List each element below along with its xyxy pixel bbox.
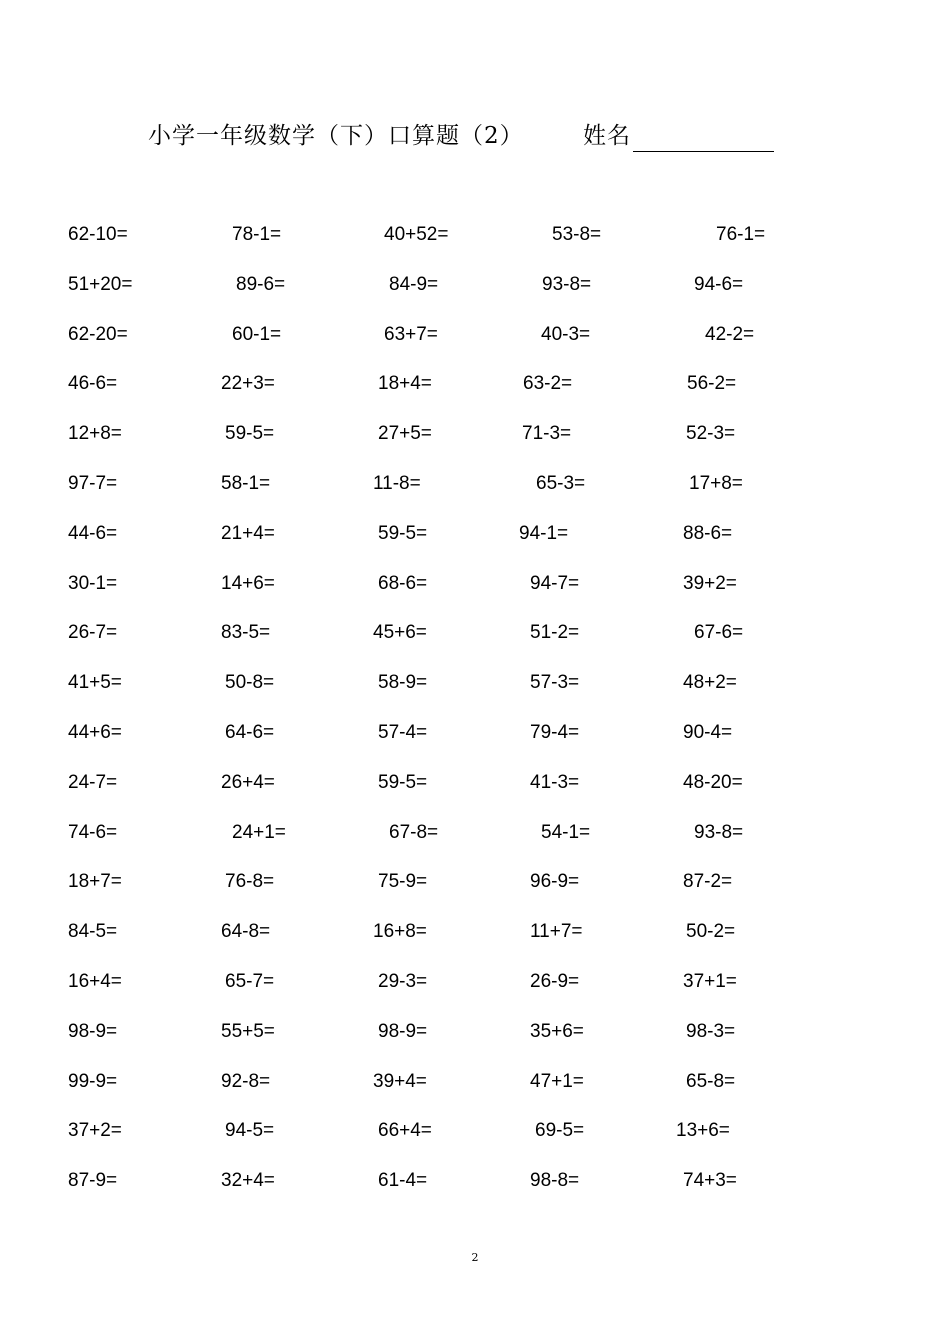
- problem-r20-c5: 74+3=: [683, 1170, 737, 1192]
- problem-r11-c2: 64-6=: [225, 722, 275, 743]
- problem-r12-c5: 48-20=: [683, 771, 743, 793]
- problem-r8-c3: 68-6=: [378, 572, 428, 594]
- problem-r7-c1: 44-6=: [68, 522, 118, 544]
- worksheet-title: 小学一年级数学（下）口算题（2）: [148, 123, 524, 149]
- problem-r2-c4: 93-8=: [542, 273, 592, 295]
- problem-r13-c3: 67-8=: [389, 821, 439, 843]
- problem-r1-c5: 76-1=: [716, 224, 766, 245]
- problem-r9-c5: 67-6=: [694, 622, 744, 644]
- problem-r1-c3: 40+52=: [384, 224, 449, 245]
- problem-r18-c3: 39+4=: [373, 1070, 427, 1092]
- problem-r5-c5: 52-3=: [686, 423, 736, 445]
- problem-r10-c2: 50-8=: [225, 672, 275, 694]
- problem-r12-c4: 41-3=: [530, 771, 580, 793]
- problem-r4-c1: 46-6=: [68, 373, 118, 395]
- problem-r1-c4: 53-8=: [552, 224, 602, 245]
- problem-r20-c4: 98-8=: [530, 1170, 580, 1192]
- problem-r20-c3: 61-4=: [378, 1170, 428, 1192]
- problem-r3-c1: 62-20=: [68, 323, 128, 345]
- problem-r15-c5: 50-2=: [686, 921, 736, 943]
- problem-r11-c3: 57-4=: [378, 722, 428, 743]
- problem-r11-c4: 79-4=: [530, 722, 580, 743]
- problem-r2-c3: 84-9=: [389, 273, 439, 295]
- problem-r10-c3: 58-9=: [378, 672, 428, 694]
- problem-r8-c4: 94-7=: [530, 572, 580, 594]
- problem-r13-c1: 74-6=: [68, 821, 118, 843]
- problem-r16-c1: 16+4=: [68, 971, 122, 992]
- problem-r5-c1: 12+8=: [68, 423, 122, 445]
- problem-r19-c4: 69-5=: [535, 1120, 585, 1142]
- name-label: 姓名: [583, 123, 631, 149]
- problem-r9-c2: 83-5=: [221, 622, 271, 644]
- problem-r10-c4: 57-3=: [530, 672, 580, 694]
- problem-r15-c1: 84-5=: [68, 921, 118, 943]
- problem-r2-c5: 94-6=: [694, 273, 744, 295]
- problem-r18-c2: 92-8=: [221, 1070, 271, 1092]
- problem-r17-c2: 55+5=: [221, 1020, 275, 1042]
- problem-r9-c4: 51-2=: [530, 622, 580, 644]
- problem-r5-c3: 27+5=: [378, 423, 432, 445]
- problem-r2-c2: 89-6=: [236, 273, 286, 295]
- problem-r3-c3: 63+7=: [384, 323, 438, 345]
- problem-r14-c3: 75-9=: [378, 871, 428, 893]
- problem-r12-c3: 59-5=: [378, 771, 428, 793]
- problem-r5-c2: 59-5=: [225, 423, 275, 445]
- problem-r11-c5: 90-4=: [683, 722, 733, 743]
- problem-r9-c3: 45+6=: [373, 622, 427, 644]
- problem-r3-c5: 42-2=: [705, 323, 755, 345]
- problem-r4-c2: 22+3=: [221, 373, 275, 395]
- problem-r6-c5: 17+8=: [689, 473, 743, 494]
- problem-r20-c1: 87-9=: [68, 1170, 118, 1192]
- problem-r4-c5: 56-2=: [687, 373, 737, 395]
- problem-r17-c1: 98-9=: [68, 1020, 118, 1042]
- problem-r7-c4: 94-1=: [519, 522, 569, 544]
- problem-r17-c4: 35+6=: [530, 1020, 584, 1042]
- problem-r3-c4: 40-3=: [541, 323, 591, 345]
- problem-r14-c4: 96-9=: [530, 871, 580, 893]
- problem-r6-c1: 97-7=: [68, 473, 118, 494]
- problem-r19-c2: 94-5=: [225, 1120, 275, 1142]
- problem-r6-c3: 11-8=: [373, 473, 421, 494]
- page-number: 2: [471, 1251, 479, 1264]
- problem-r20-c2: 32+4=: [221, 1170, 275, 1192]
- problem-r19-c3: 66+4=: [378, 1120, 432, 1142]
- problem-r16-c2: 65-7=: [225, 971, 275, 992]
- problem-r19-c5: 13+6=: [676, 1120, 730, 1142]
- problem-r14-c2: 76-8=: [225, 871, 275, 893]
- problem-r2-c1: 51+20=: [68, 273, 133, 295]
- problem-r19-c1: 37+2=: [68, 1120, 122, 1142]
- problem-r15-c4: 11+7=: [530, 921, 583, 943]
- problem-r10-c5: 48+2=: [683, 672, 737, 694]
- problem-r8-c5: 39+2=: [683, 572, 737, 594]
- problem-r6-c4: 65-3=: [536, 473, 586, 494]
- problem-r11-c1: 44+6=: [68, 722, 122, 743]
- problem-r15-c2: 64-8=: [221, 921, 271, 943]
- problem-r17-c5: 98-3=: [686, 1020, 736, 1042]
- problem-r17-c3: 98-9=: [378, 1020, 428, 1042]
- problem-r9-c1: 26-7=: [68, 622, 118, 644]
- problem-r7-c3: 59-5=: [378, 522, 428, 544]
- problem-r7-c5: 88-6=: [683, 522, 733, 544]
- problem-r16-c5: 37+1=: [683, 971, 737, 992]
- problem-r16-c4: 26-9=: [530, 971, 580, 992]
- problem-r8-c2: 14+6=: [221, 572, 275, 594]
- problem-r12-c2: 26+4=: [221, 771, 275, 793]
- problem-r13-c5: 93-8=: [694, 821, 744, 843]
- problem-r3-c2: 60-1=: [232, 323, 282, 345]
- problem-r14-c1: 18+7=: [68, 871, 122, 893]
- problem-r18-c5: 65-8=: [686, 1070, 736, 1092]
- problem-r1-c2: 78-1=: [232, 224, 282, 245]
- problem-r4-c3: 18+4=: [378, 373, 432, 395]
- problem-r7-c2: 21+4=: [221, 522, 275, 544]
- problem-r12-c1: 24-7=: [68, 771, 118, 793]
- problem-r8-c1: 30-1=: [68, 572, 118, 594]
- problem-r14-c5: 87-2=: [683, 871, 733, 893]
- problem-r13-c4: 54-1=: [541, 821, 591, 843]
- problem-r18-c1: 99-9=: [68, 1070, 118, 1092]
- problem-r5-c4: 71-3=: [522, 423, 572, 445]
- problem-r10-c1: 41+5=: [68, 672, 122, 694]
- problem-r18-c4: 47+1=: [530, 1070, 584, 1092]
- problem-r1-c1: 62-10=: [68, 224, 128, 245]
- problem-r13-c2: 24+1=: [232, 821, 286, 843]
- problem-r15-c3: 16+8=: [373, 921, 427, 943]
- problem-r16-c3: 29-3=: [378, 971, 428, 992]
- problem-r6-c2: 58-1=: [221, 473, 271, 494]
- problem-r4-c4: 63-2=: [523, 373, 573, 395]
